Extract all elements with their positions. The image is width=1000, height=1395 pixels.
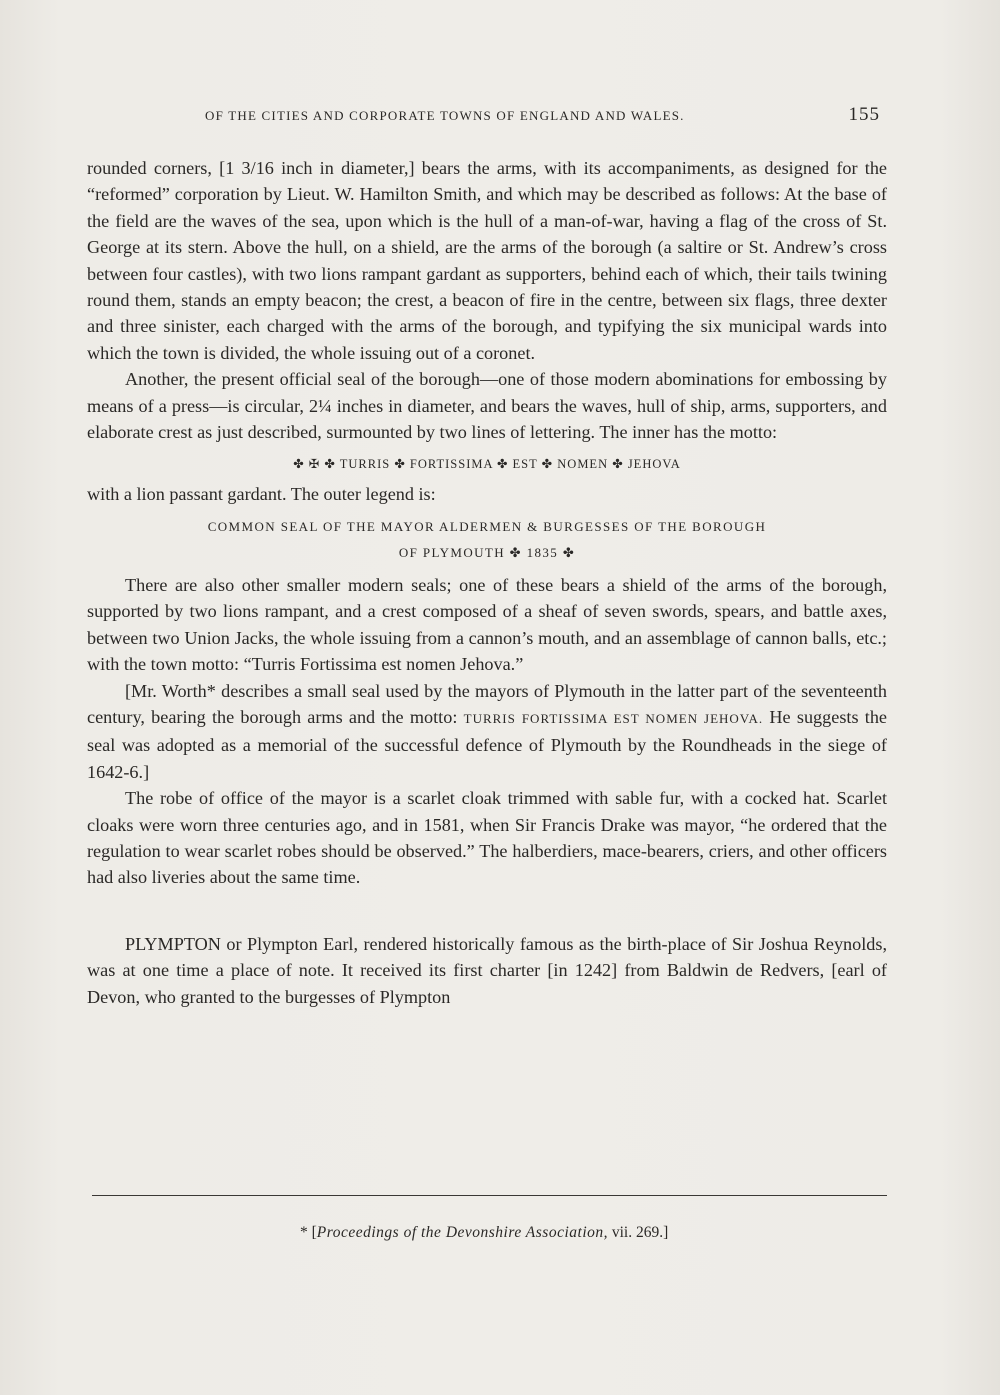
footnote xyxy=(300,1224,668,1242)
paragraph-smaller-seals: There are also other smaller modern seals; one of these bears a shield of the arms of the borough, supported by two lions rampant, and a crest composed of a sheaf of seven swords, spears, and battle axes, between two Union Jacks, the whole issuing from a cannon’s mouth, and an assemblage of cannon balls, etc.; with the town motto: “Turris Fortissima est nomen Jehova.” xyxy=(87,574,887,675)
worth-seal-text-end: He suggests the seal was adopted as a memorial of the successful defence of Plymouth by the Roundheads in the siege of 1642-6.] xyxy=(87,706,887,782)
footnote-rule xyxy=(92,1195,887,1196)
paragraph-seal-description: rounded corners, [1 3/16 inch in diameter,] bears the arms, with its accompaniments, as designed for the “reformed” corporation by Lieut. W. Hamilton Smith, and which may be described as follows: At the base of the field are the waves of the sea, upon which is the hull of a man-of-war, having a flag of the cross of St. George at its stern. Above the hull, on a shield, are the arms of the borough (a saltire or St. Andrew’s cross between four castles), with two lions rampant gardant as supporters, behind each of which, their tails twining round them, stands an empty beacon; the crest, a beacon of fire in the centre, between six flags, three dexter and three sinister, each charged with the arms of the borough, and typifying the six municipal wards into which the town is divided, the whole issuing out of a coronet. xyxy=(87,158,887,363)
section-break xyxy=(87,891,887,931)
legend-line-2: OF PLYMOUTH ✤ 1835 ✤ xyxy=(398,544,576,560)
paragraph-mayor-robe: The robe of office of the mayor is a scarlet cloak trimmed with sable fur, with a cocked hat. Scarlet cloaks were worn three centuries ago, and in 1581, when Sir Francis Drake was mayor, “he ordered that the regulation to wear scarlet robes should be observed.” The halberdiers, mace-bearers, criers, and other officers had also liveries about the same time. xyxy=(87,788,887,888)
running-head xyxy=(90,104,890,128)
footnote-marker: * [ xyxy=(300,1224,317,1241)
page-number: 155 xyxy=(848,104,880,125)
paragraph-official-seal: Another, the present official seal of the borough—one of those modern abominations for embossing by means of a press—is circular, 2¼ inches in diameter, and bears the waves, hull of ship, arms, supporters, and elaborate crest as just described, surmounted by two lines of lettering. The inner has the motto: xyxy=(87,369,887,443)
worth-seal-text-start: [Mr. Worth* describes a small seal used by the mayors of Plymouth in the latter part of the seventeenth century, bearing the borough arms and the motto: xyxy=(87,680,887,727)
paragraph-outer-legend: with a lion passant gardant. The outer legend is: xyxy=(87,484,436,505)
running-title: OF THE CITIES AND CORPORATE TOWNS OF ENGLAND AND WALES. xyxy=(205,108,685,123)
body-text xyxy=(87,155,887,1010)
paragraph-plympton: PLYMPTON or Plympton Earl, rendered historically famous as the birth-place of Sir Joshua Reynolds, was at one time a place of note. It received its first charter [in 1242] from Baldwin de Redvers, [earl of Devon, who granted to the burgesses of Plympton xyxy=(87,933,887,1007)
seal-legend xyxy=(87,514,887,566)
worth-seal-motto: TURRIS FORTISSIMA EST NOMEN JEHOVA. xyxy=(463,710,764,726)
seal-motto: ✤ ✠ ✤ TURRIS ✤ FORTISSIMA ✤ EST ✤ NOMEN ✤ JEHOVA xyxy=(293,457,681,472)
footnote-source: Proceedings of the Devonshire Association, xyxy=(316,1224,608,1241)
paragraph-worth-seal xyxy=(87,678,887,786)
legend-line-1: COMMON SEAL OF THE MAYOR ALDERMEN & BURGESSES OF THE BOROUGH xyxy=(207,518,767,534)
footnote-reference: vii. 269.] xyxy=(608,1224,669,1241)
